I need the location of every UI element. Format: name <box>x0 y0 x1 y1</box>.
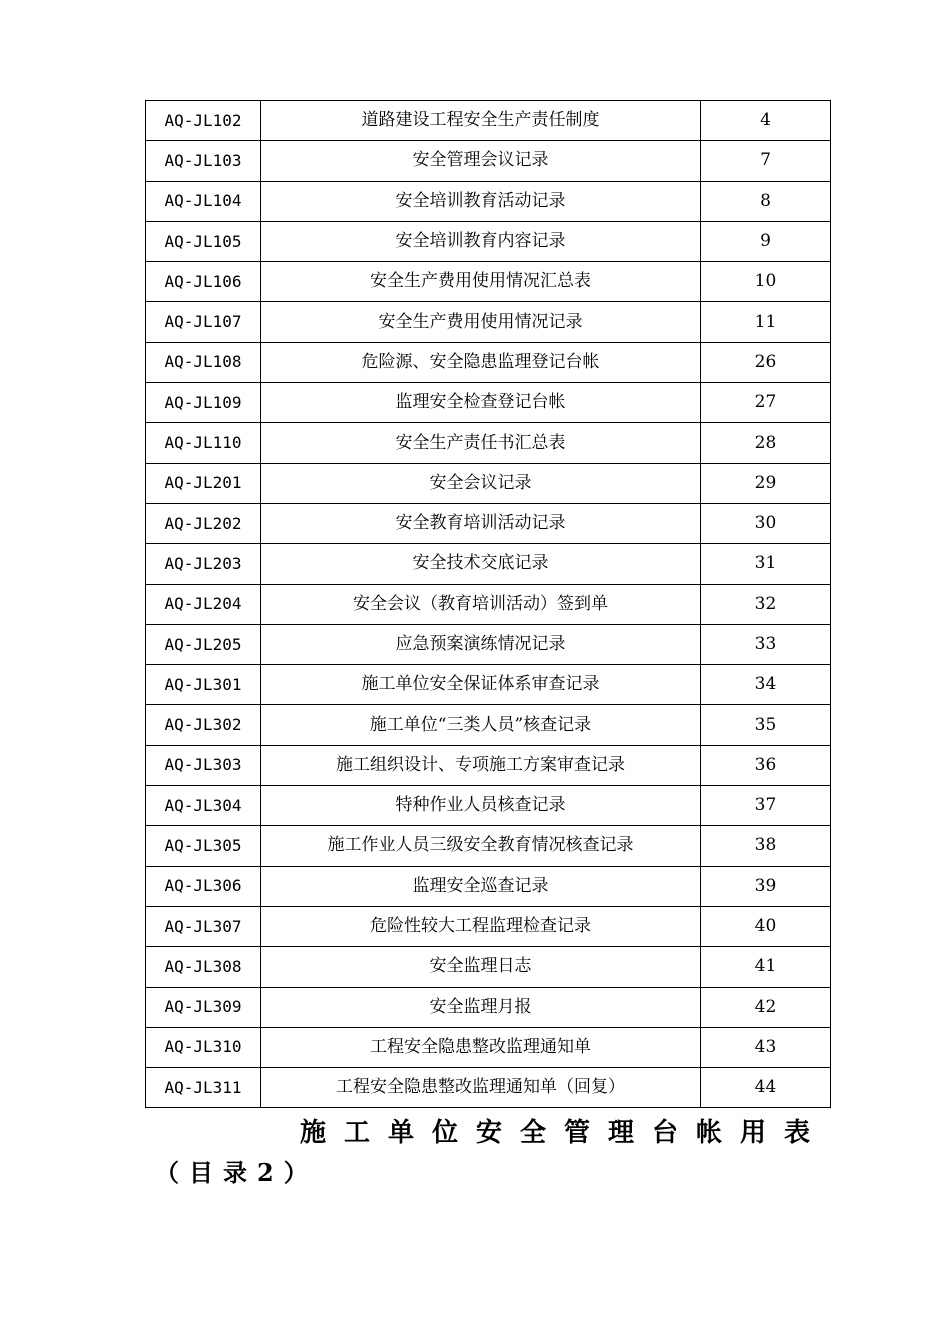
table-row <box>146 866 831 906</box>
row-page: 43 <box>701 1027 831 1067</box>
row-page: 34 <box>701 665 831 705</box>
table-row <box>146 544 831 584</box>
row-page: 4 <box>701 101 831 141</box>
row-code: AQ-JL311 <box>146 1068 261 1108</box>
row-title: 工程安全隐患整改监理通知单 <box>261 1027 701 1067</box>
row-page: 36 <box>701 745 831 785</box>
table-row <box>146 101 831 141</box>
table-row <box>146 745 831 785</box>
row-title: 安全监理月报 <box>261 987 701 1027</box>
row-code: AQ-JL103 <box>146 141 261 181</box>
table-row <box>146 987 831 1027</box>
row-title: 监理安全巡查记录 <box>261 866 701 906</box>
row-title: 安全生产责任书汇总表 <box>261 423 701 463</box>
row-code: AQ-JL303 <box>146 745 261 785</box>
row-page: 41 <box>701 947 831 987</box>
row-title: 安全教育培训活动记录 <box>261 503 701 543</box>
table-row <box>146 1068 831 1108</box>
row-page: 11 <box>701 302 831 342</box>
row-code: AQ-JL306 <box>146 866 261 906</box>
row-page: 33 <box>701 624 831 664</box>
table-row <box>146 665 831 705</box>
row-title: 施工组织设计、专项施工方案审查记录 <box>261 745 701 785</box>
row-code: AQ-JL106 <box>146 262 261 302</box>
row-code: AQ-JL109 <box>146 383 261 423</box>
row-title: 施工单位“三类人员”核查记录 <box>261 705 701 745</box>
table-row <box>146 221 831 261</box>
row-page: 29 <box>701 463 831 503</box>
toc-body <box>146 101 831 1108</box>
row-page: 27 <box>701 383 831 423</box>
row-code: AQ-JL307 <box>146 906 261 946</box>
row-page: 28 <box>701 423 831 463</box>
row-code: AQ-JL305 <box>146 826 261 866</box>
row-code: AQ-JL201 <box>146 463 261 503</box>
table-row <box>146 463 831 503</box>
table-row <box>146 826 831 866</box>
row-title: 监理安全检查登记台帐 <box>261 383 701 423</box>
row-page: 32 <box>701 584 831 624</box>
row-code: AQ-JL304 <box>146 786 261 826</box>
row-page: 9 <box>701 221 831 261</box>
row-page: 30 <box>701 503 831 543</box>
table-row <box>146 383 831 423</box>
row-title: 安全会议（教育培训活动）签到单 <box>261 584 701 624</box>
section-heading-subtitle: （目录2） <box>155 1158 318 1187</box>
row-page: 31 <box>701 544 831 584</box>
table-row <box>146 1027 831 1067</box>
table-row <box>146 705 831 745</box>
row-code: AQ-JL107 <box>146 302 261 342</box>
row-page: 7 <box>701 141 831 181</box>
row-title: 施工单位安全保证体系审查记录 <box>261 665 701 705</box>
row-title: 安全技术交底记录 <box>261 544 701 584</box>
table-row <box>146 181 831 221</box>
row-page: 10 <box>701 262 831 302</box>
row-code: AQ-JL104 <box>146 181 261 221</box>
row-code: AQ-JL308 <box>146 947 261 987</box>
row-title: 安全培训教育内容记录 <box>261 221 701 261</box>
row-title: 安全生产费用使用情况记录 <box>261 302 701 342</box>
table-row <box>146 906 831 946</box>
row-title: 工程安全隐患整改监理通知单（回复） <box>261 1068 701 1108</box>
row-page: 44 <box>701 1068 831 1108</box>
row-page: 38 <box>701 826 831 866</box>
table-row <box>146 584 831 624</box>
row-code: AQ-JL301 <box>146 665 261 705</box>
table-row <box>146 262 831 302</box>
table-row <box>146 141 831 181</box>
row-title: 危险源、安全隐患监理登记台帐 <box>261 342 701 382</box>
table-row <box>146 342 831 382</box>
row-title: 安全会议记录 <box>261 463 701 503</box>
toc-table <box>145 100 831 1108</box>
table-row <box>146 624 831 664</box>
row-title: 特种作业人员核查记录 <box>261 786 701 826</box>
row-page: 26 <box>701 342 831 382</box>
row-code: AQ-JL202 <box>146 503 261 543</box>
row-code: AQ-JL203 <box>146 544 261 584</box>
row-title: 安全管理会议记录 <box>261 141 701 181</box>
row-code: AQ-JL310 <box>146 1027 261 1067</box>
row-code: AQ-JL205 <box>146 624 261 664</box>
table-row <box>146 503 831 543</box>
row-title: 危险性较大工程监理检查记录 <box>261 906 701 946</box>
table-row <box>146 786 831 826</box>
row-code: AQ-JL108 <box>146 342 261 382</box>
row-page: 35 <box>701 705 831 745</box>
row-page: 42 <box>701 987 831 1027</box>
table-row <box>146 423 831 463</box>
row-page: 37 <box>701 786 831 826</box>
row-code: AQ-JL302 <box>146 705 261 745</box>
row-code: AQ-JL102 <box>146 101 261 141</box>
row-title: 安全监理日志 <box>261 947 701 987</box>
row-code: AQ-JL110 <box>146 423 261 463</box>
row-code: AQ-JL105 <box>146 221 261 261</box>
table-row <box>146 302 831 342</box>
row-title: 安全生产费用使用情况汇总表 <box>261 262 701 302</box>
table-row <box>146 947 831 987</box>
row-title: 应急预案演练情况记录 <box>261 624 701 664</box>
section-heading-title: 施工单位安全管理台帐用表 <box>300 1118 829 1148</box>
row-code: AQ-JL309 <box>146 987 261 1027</box>
row-title: 安全培训教育活动记录 <box>261 181 701 221</box>
row-page: 39 <box>701 866 831 906</box>
row-page: 40 <box>701 906 831 946</box>
row-page: 8 <box>701 181 831 221</box>
row-code: AQ-JL204 <box>146 584 261 624</box>
row-title: 道路建设工程安全生产责任制度 <box>261 101 701 141</box>
row-title: 施工作业人员三级安全教育情况核查记录 <box>261 826 701 866</box>
